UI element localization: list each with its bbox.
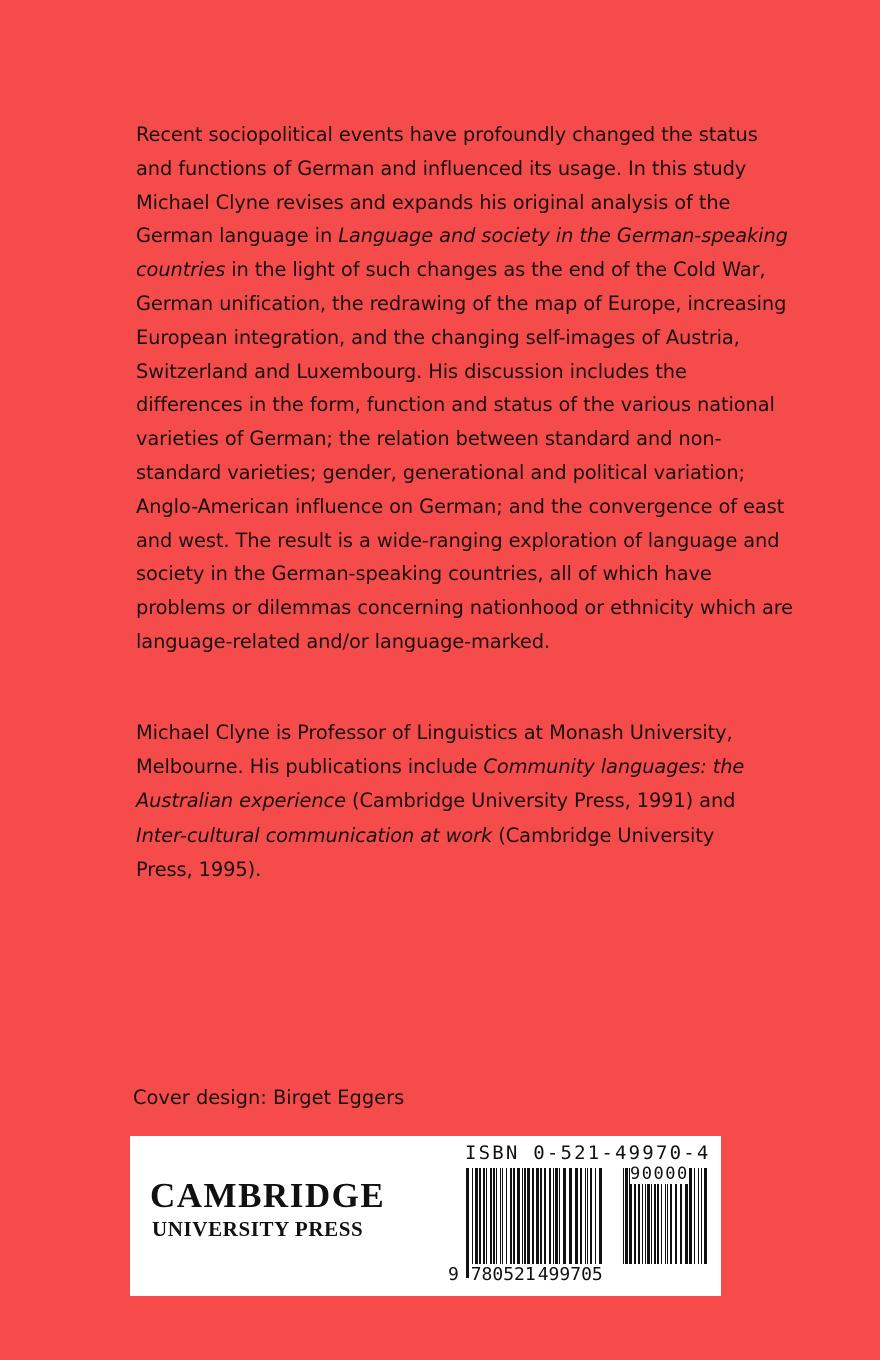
barcode-bar	[563, 1168, 566, 1264]
publisher-logo-name: CAMBRIDGE	[150, 1176, 386, 1215]
barcode-bar	[532, 1168, 534, 1278]
author-bio	[136, 716, 776, 887]
blurb-text	[136, 118, 796, 659]
barcode-bar	[502, 1168, 503, 1264]
barcode-bar	[540, 1168, 542, 1264]
blurb-part-1: Recent sociopolitical events have profoundly changed the status and functions of German and influenced its usage. In this study Michael Clyne revises and expands his original analysis of the German language in	[136, 123, 758, 248]
blurb-book-title: Language and society in the German-speaking countries	[136, 224, 788, 282]
barcode-bar	[486, 1168, 487, 1264]
barcode-bar	[553, 1168, 554, 1264]
bio-book-2: Inter-cultural communication at work	[136, 823, 493, 847]
barcode-bar	[694, 1168, 695, 1264]
barcode-bar	[496, 1168, 497, 1264]
barcode-bar	[493, 1168, 495, 1264]
barcode-bar	[559, 1168, 560, 1264]
barcode-bar	[590, 1168, 592, 1264]
blurb-part-2: in the light of such changes as the end of the Cold War, German unification, the redrawing of the map of Europe, increasing European integration, and the changing self-images of Austria, Switzerland and Luxembourg. His discussion includes the differences in the form, function and status of the various national varieties of German; the relation between standard and non-standard varieties; gender, generational and political variation; Anglo-American influence on German; and the convergence of east and west. The result is a wide-ranging exploration of language and society in the German-speaking countries, all of which have problems or dilemmas concerning nationhood or ethnicity which are language-related and/or language-marked.	[136, 258, 794, 653]
isbn-text: ISBN 0-521-49970-4	[465, 1142, 711, 1164]
barcode-bar	[701, 1168, 702, 1264]
barcode-bar	[472, 1168, 473, 1264]
addon-number: 90000	[630, 1164, 689, 1184]
barcode-bar	[569, 1168, 572, 1264]
bio-book-1: Community languages: the Australian experience	[136, 755, 745, 813]
barcode-bar	[544, 1168, 546, 1264]
barcode-bar	[524, 1168, 526, 1264]
barcode-bar	[689, 1168, 692, 1264]
ean-group: 780521	[470, 1264, 536, 1285]
ean-group: 499705	[537, 1264, 603, 1285]
barcode-bar	[587, 1168, 588, 1264]
addon-barcode	[621, 1168, 711, 1278]
barcode-bar	[510, 1168, 512, 1264]
barcode-bar	[555, 1168, 558, 1264]
barcode-bar	[475, 1168, 478, 1264]
barcode-bar	[625, 1168, 628, 1264]
barcode-bar	[466, 1168, 469, 1278]
barcode-bar	[575, 1168, 578, 1264]
barcode-bar	[500, 1168, 501, 1264]
barcode-bar	[506, 1168, 507, 1264]
barcode-bar	[623, 1168, 624, 1264]
barcode-bar	[490, 1168, 492, 1264]
barcode-bar	[522, 1168, 523, 1264]
barcode-bar	[585, 1168, 586, 1264]
ean-barcode	[464, 1168, 604, 1278]
ean-prefix: 9	[448, 1264, 459, 1285]
barcode-bar	[536, 1168, 539, 1278]
barcode-bar	[517, 1168, 520, 1264]
publisher-barcode-panel	[130, 1136, 721, 1296]
bio-part-1: Michael Clyne is Professor of Linguistics at Monash University, Melbourne. His publications include	[136, 721, 733, 779]
cover-design-credit: Cover design: Birget Eggers	[133, 1086, 405, 1109]
barcode-bar	[704, 1168, 707, 1264]
barcode-bar	[479, 1168, 481, 1264]
ean-number	[448, 1264, 604, 1285]
barcode-bar	[513, 1168, 515, 1264]
bio-part-2: (Cambridge University Press, 1991) and	[345, 789, 736, 813]
barcode-bar	[549, 1168, 551, 1264]
barcode-bar	[580, 1168, 582, 1264]
barcode-bar	[698, 1168, 699, 1264]
bio-part-3: (Cambridge University Press, 1995).	[136, 823, 715, 881]
barcode-bar	[483, 1168, 485, 1264]
barcode-bar	[595, 1168, 596, 1264]
publisher-logo-subtitle: UNIVERSITY PRESS	[152, 1217, 364, 1241]
barcode-bar	[599, 1168, 602, 1278]
barcode-bar	[527, 1168, 530, 1264]
